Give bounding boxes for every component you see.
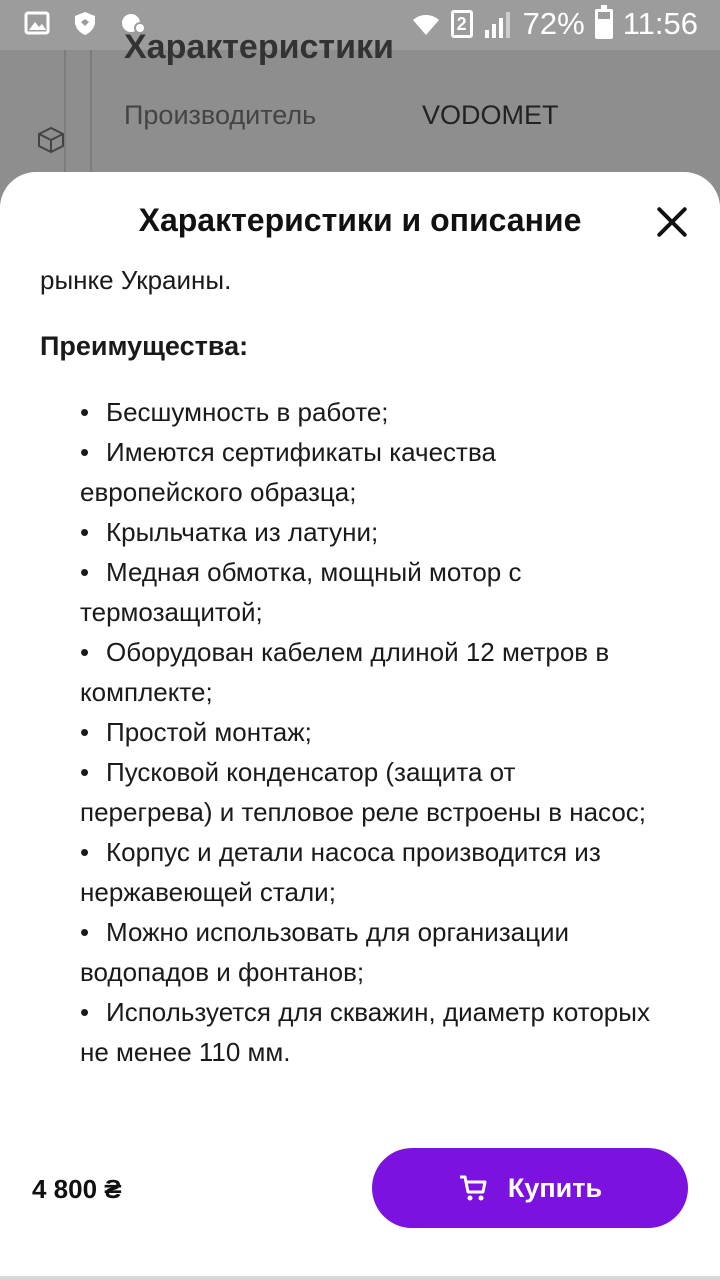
- advantage-item: [80, 752, 650, 832]
- sheet-title: Характеристики и описание: [138, 202, 582, 238]
- bullet: •: [80, 917, 90, 947]
- bullet: •: [80, 717, 90, 747]
- cart-icon: [458, 1173, 488, 1203]
- bullet: •: [80, 837, 90, 867]
- advantage-text: Имеются сертификаты качества европейского образца;: [80, 437, 496, 507]
- advantage-text: Медная обмотка, мощный мотор с термозащитой;: [80, 557, 522, 627]
- advantage-item: [80, 832, 650, 912]
- brick-icon: [36, 124, 66, 154]
- price: 4 800 ₴: [32, 1174, 122, 1204]
- advantage-text: Простой монтаж;: [106, 717, 312, 747]
- advantages-heading: Преимущества:: [40, 331, 249, 361]
- advantage-text: Можно использовать для организации водопадов и фонтанов;: [80, 917, 570, 987]
- background-section-title: Характеристики: [124, 28, 394, 66]
- description-text: рынке Украины.: [40, 265, 232, 295]
- purchase-footer: [0, 1130, 720, 1280]
- description-sheet: [0, 172, 720, 1280]
- bullet: •: [80, 397, 90, 427]
- advantage-text: Пусковой конденсатор (защита от перегрева) и тепловое реле встроены в насос;: [80, 757, 647, 827]
- signal-icon: [483, 10, 513, 38]
- shield-notification-icon: [72, 10, 98, 36]
- bullet: •: [80, 637, 90, 667]
- advantages-list: [40, 392, 680, 1072]
- clock: 11:56: [622, 6, 698, 41]
- advantage-item: [80, 512, 650, 552]
- wifi-icon: [411, 11, 441, 37]
- advantage-item: [80, 712, 650, 752]
- battery-percent: 72%: [522, 6, 585, 41]
- advantage-text: Бесшумность в работе;: [106, 397, 389, 427]
- advantage-item: [80, 992, 650, 1072]
- advantage-text: Корпус и детали насоса производится из нержавеющей стали;: [80, 837, 601, 907]
- battery-icon: [595, 9, 613, 39]
- gallery-notification-icon: [24, 10, 50, 36]
- advantage-item: [80, 632, 650, 712]
- advantage-item: [80, 392, 650, 432]
- sim-slot-icon: 2: [451, 10, 473, 38]
- spec-label: Производитель: [124, 100, 317, 130]
- advantage-item: [80, 912, 650, 992]
- advantage-item: [80, 432, 650, 512]
- bullet: •: [80, 557, 90, 587]
- advantage-text: Крыльчатка из латуни;: [106, 517, 379, 547]
- advantage-text: Используется для скважин, диаметр которых не менее 110 мм.: [80, 997, 650, 1067]
- bullet: •: [80, 437, 90, 467]
- advantage-text: Оборудован кабелем длиной 12 метров в комплекте;: [80, 637, 610, 707]
- close-button[interactable]: [654, 204, 690, 240]
- buy-button[interactable]: [372, 1148, 688, 1228]
- description-content[interactable]: [40, 260, 680, 1072]
- advantage-item: [80, 552, 650, 632]
- spec-value: VODOMET: [422, 100, 559, 130]
- buy-button-label: Купить: [507, 1172, 603, 1203]
- bullet: •: [80, 517, 90, 547]
- bullet: •: [80, 997, 90, 1027]
- bullet: •: [80, 757, 90, 787]
